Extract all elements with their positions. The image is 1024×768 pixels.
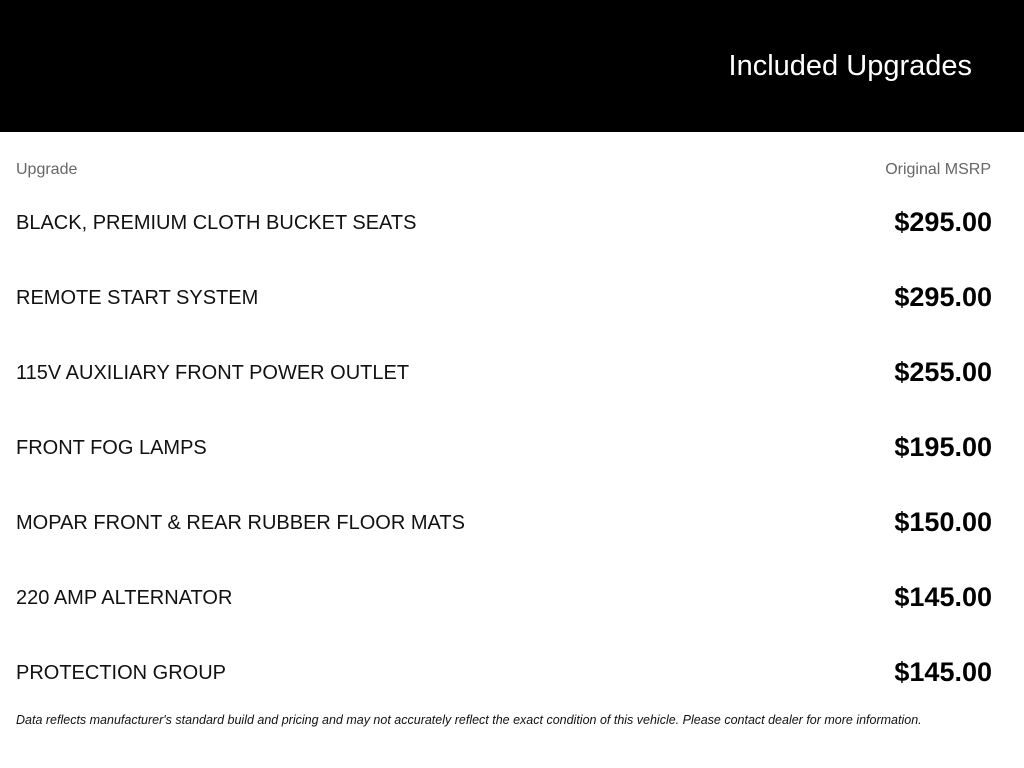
upgrade-row bbox=[0, 185, 1024, 260]
disclaimer-text: Data reflects manufacturer's standard build and pricing and may not accurately reflect the exact condition of this vehicle. Please contact dealer for more information. bbox=[16, 713, 922, 727]
upgrade-name: 220 AMP ALTERNATOR bbox=[16, 587, 233, 609]
column-header-msrp: Original MSRP bbox=[885, 161, 991, 178]
upgrade-row bbox=[0, 410, 1024, 485]
upgrades-list bbox=[0, 185, 1024, 710]
upgrade-price: $295.00 bbox=[894, 207, 992, 237]
upgrade-name: REMOTE START SYSTEM bbox=[16, 287, 259, 309]
upgrade-name: BLACK, PREMIUM CLOTH BUCKET SEATS bbox=[16, 212, 417, 234]
upgrade-price: $195.00 bbox=[894, 432, 992, 462]
upgrade-price: $145.00 bbox=[894, 657, 992, 687]
upgrade-price: $295.00 bbox=[894, 282, 992, 312]
column-header-upgrade: Upgrade bbox=[16, 161, 78, 178]
upgrade-name: MOPAR FRONT & REAR RUBBER FLOOR MATS bbox=[16, 512, 465, 534]
upgrade-price: $145.00 bbox=[894, 582, 992, 612]
upgrade-price: $150.00 bbox=[894, 507, 992, 537]
upgrade-price: $255.00 bbox=[894, 357, 992, 387]
page-title: Included Upgrades bbox=[728, 50, 972, 82]
upgrade-row bbox=[0, 635, 1024, 710]
upgrade-name: FRONT FOG LAMPS bbox=[16, 437, 207, 459]
upgrade-row bbox=[0, 260, 1024, 335]
upgrade-name: PROTECTION GROUP bbox=[16, 662, 227, 684]
upgrade-row bbox=[0, 485, 1024, 560]
upgrade-row bbox=[0, 560, 1024, 635]
page-header bbox=[0, 0, 1024, 132]
upgrade-name: 115V AUXILIARY FRONT POWER OUTLET bbox=[16, 362, 410, 384]
upgrade-row bbox=[0, 335, 1024, 410]
